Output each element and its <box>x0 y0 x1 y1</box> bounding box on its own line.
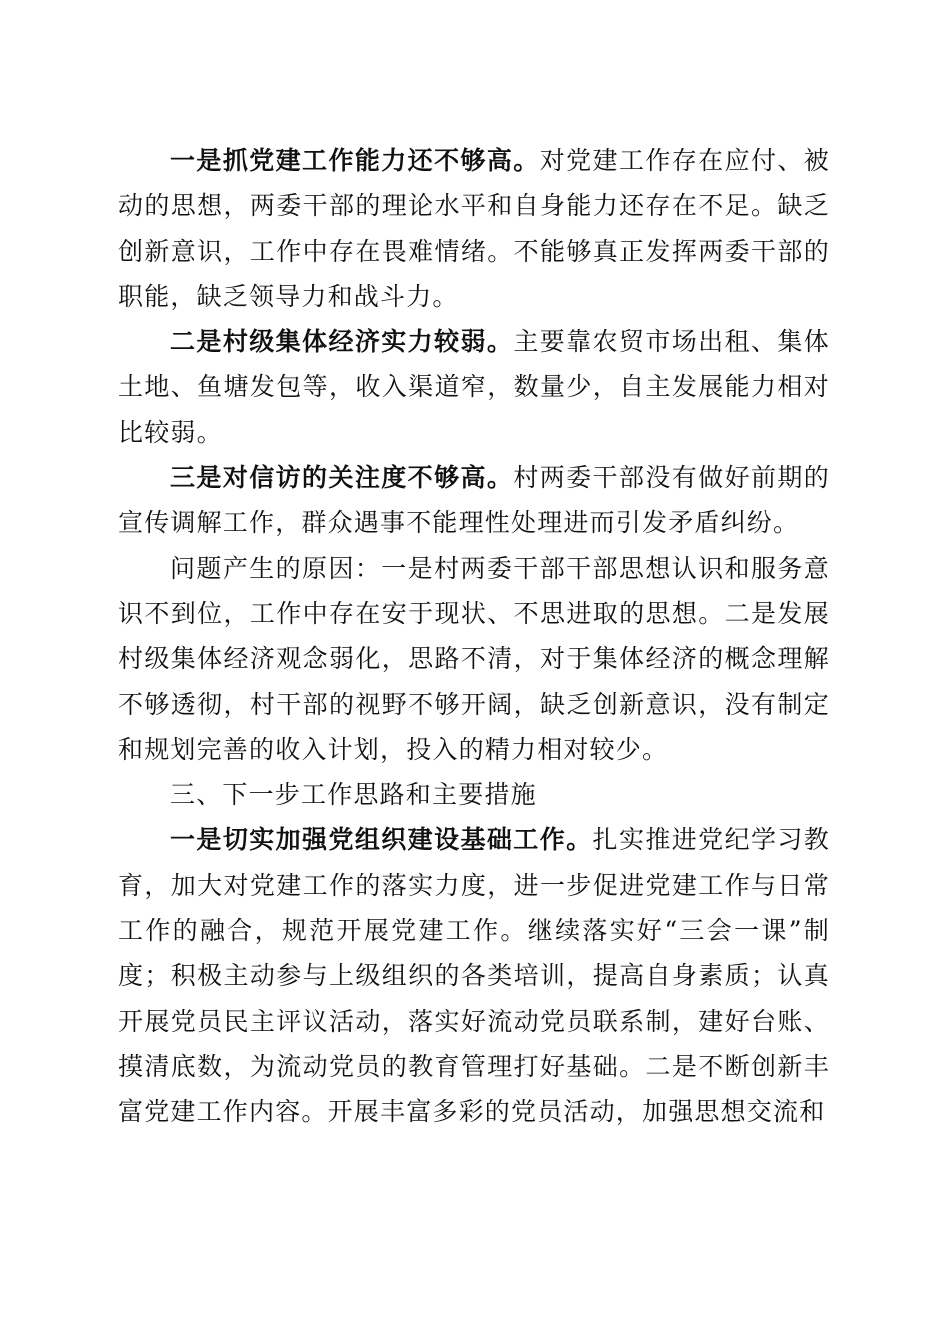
paragraph-lead: 一是抓党建工作能力还不够高。 <box>170 146 540 175</box>
paragraph-petition-attention <box>118 455 830 546</box>
paragraph-text: 主要靠农贸市场出租、集体土地、鱼塘发包等，收入渠道窄，数量少，自主发展能力相对比较弱。 <box>118 327 830 447</box>
paragraph-collective-economy <box>118 319 830 455</box>
paragraph-party-building-capacity <box>118 138 830 319</box>
paragraph-lead: 一是切实加强党组织建设基础工作。 <box>170 825 593 855</box>
paragraph-text: 扎实推进党纪学习教育，加大对党建工作的落实力度，进一步促进党建工作与日常工作的融合，规范开展党建工作。继续落实好“三会一课”制度；积极主动参与上级组织的各类培训，提高自身素质；认真开展党员民主评议活动，落实好流动党员联系制，建好台账、摸清底数，为流动党员的教育管理打好基础。二是不断创新丰富党建工作内容。开展丰富多彩的党员活动，加强思想交流和 <box>118 825 830 1127</box>
section-heading: 三、下一步工作思路和主要措施 <box>170 780 537 810</box>
paragraph-measures <box>118 817 830 1134</box>
paragraph-text: 村两委干部没有做好前期的宣传调解工作，群众遇事不能理性处理进而引发矛盾纠纷。 <box>118 463 830 538</box>
paragraph-problem-causes <box>118 546 830 772</box>
paragraph-text: 对党建工作存在应付、被动的思想，两委干部的理论水平和自身能力还存在不足。缺乏创新意识，工作中存在畏难情绪。不能够真正发挥两委干部的职能，缺乏领导力和战斗力。 <box>118 146 830 311</box>
paragraph-text: 问题产生的原因：一是村两委干部干部思想认识和服务意识不到位，工作中存在安于现状、不思进取的思想。二是发展村级集体经济观念弱化，思路不清，对于集体经济的概念理解不够透彻，村干部的视野不够开阔，缺乏创新意识，没有制定和规划完善的收入计划，投入的精力相对较少。 <box>118 553 830 764</box>
paragraph-lead: 二是村级集体经济实力较弱。 <box>170 327 514 357</box>
document-body <box>118 138 830 1135</box>
paragraph-lead: 三是对信访的关注度不够高。 <box>170 463 514 493</box>
